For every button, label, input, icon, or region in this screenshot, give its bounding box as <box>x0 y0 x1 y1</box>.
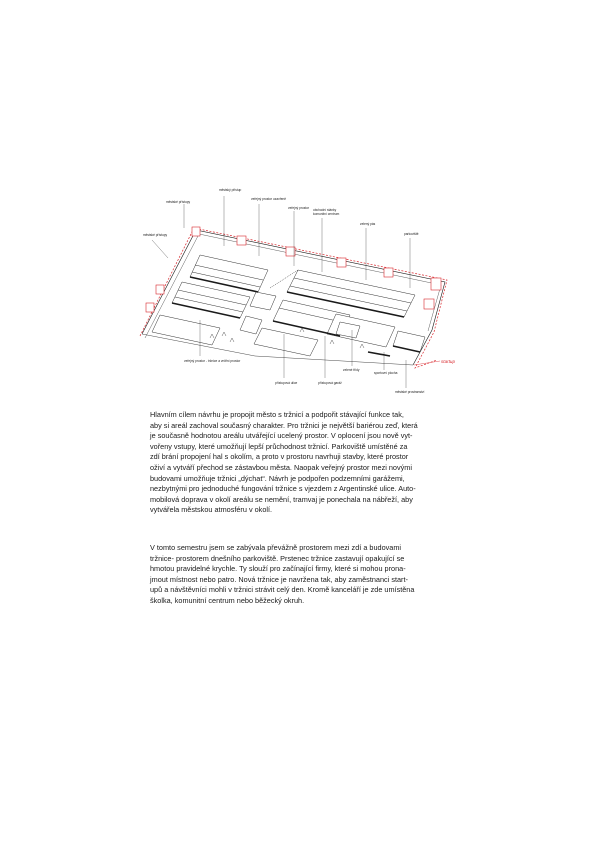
text-line: budovami umožňuje tržnici „dýchat“. Návrh je podpořen podzemními garážemi, <box>150 473 405 483</box>
label-verejny-prostor-trznice: veřejný prostor - tržnice a vnitřní prostor <box>184 359 241 363</box>
label-mestske-prostranstvi: městské prostranství <box>395 390 425 394</box>
label-zeleny-pas: zelený pás <box>360 222 376 226</box>
text-line: zdí brání propojení hal s okolím, a proto v prostoru navrhuji stavby, které prostor <box>150 452 409 462</box>
text-line: aby si areál zachoval současný charakter. Pro tržnici je největší bariérou zeď, která <box>150 420 418 430</box>
text-line: hmotou pravidelné krychle. Ty slouží pro začínající firmy, které si mohou prona- <box>150 564 406 574</box>
paragraph-semester <box>150 543 452 607</box>
text-line: mobilová doprava v okolí areálu se nemění, tramvaj je ponechala na nábřeží, aby <box>150 494 413 504</box>
label-parkoviste: parkoviště <box>404 232 419 236</box>
label-startup: startup <box>441 359 456 364</box>
label-zelene-tridy: zelené třídy <box>343 368 360 372</box>
text-line: vytvářela městskou atmosféru v okolí. <box>150 505 273 515</box>
startup-leader <box>414 361 440 365</box>
text-line: Hlavním cílem návrhu je propojit město s tržnicí a podpořit stávající funkce tak, <box>150 410 404 419</box>
text-line: je současně hodnotou areálu utvářející ucelený prostor. V oplocení jsou nově vyt- <box>150 431 413 441</box>
text-line: vořeny vstupy, které umožňují lepší průchodnost tržnicí. Parkoviště umístěné za <box>150 441 408 451</box>
label-sportovni-plocha: sportovní plocha <box>374 371 398 375</box>
label-pristupova-garaz: přístupová garáž <box>318 381 342 385</box>
label-mestske-pristupy: městské přístupy <box>166 200 191 204</box>
text-line: jmout místnost nebo patro. Nová tržnice je navržena tak, aby zaměstnanci start- <box>150 574 408 584</box>
label-obchodni-stanky: obchodní stánky <box>313 208 337 212</box>
label-pristupova-ulice: přístupová ulice <box>275 381 298 385</box>
text-line: školka, komunitní centrum nebo běžecký okruh. <box>150 595 305 605</box>
text-line: nezbytnými pro jednoduché fungování tržnice s vjezdem z Argentinské ulice. Auto- <box>150 484 416 494</box>
text-line: tržnice- prostorem dnešního parkoviště. Prstenec tržnice zastavují opakující se <box>150 553 405 563</box>
paragraph-main-goal <box>150 410 452 516</box>
label-komunitni-centrum: komunitní centrum <box>313 212 340 216</box>
label-verejny-prostor: veřejný prostor <box>288 206 310 210</box>
text-line: oživí a vytváří přechod se zástavbou města. Naopak veřejný prostor mezi novými <box>150 462 412 472</box>
text-line: upů a návštěvníci mohli v tržnici strávit celý den. Kromě kanceláří je zde umístěna <box>150 585 415 595</box>
label-mestsky-pristup: městský přístup <box>219 188 242 192</box>
text-line: V tomto semestru jsem se zabývala převážně prostorem mezi zdí a budovami <box>150 543 402 552</box>
label-mestske-pristupy-left: městské přístupy <box>143 233 168 237</box>
label-verejny-prostor-uzavrene: veřejný prostor uzavřeně <box>251 197 287 201</box>
